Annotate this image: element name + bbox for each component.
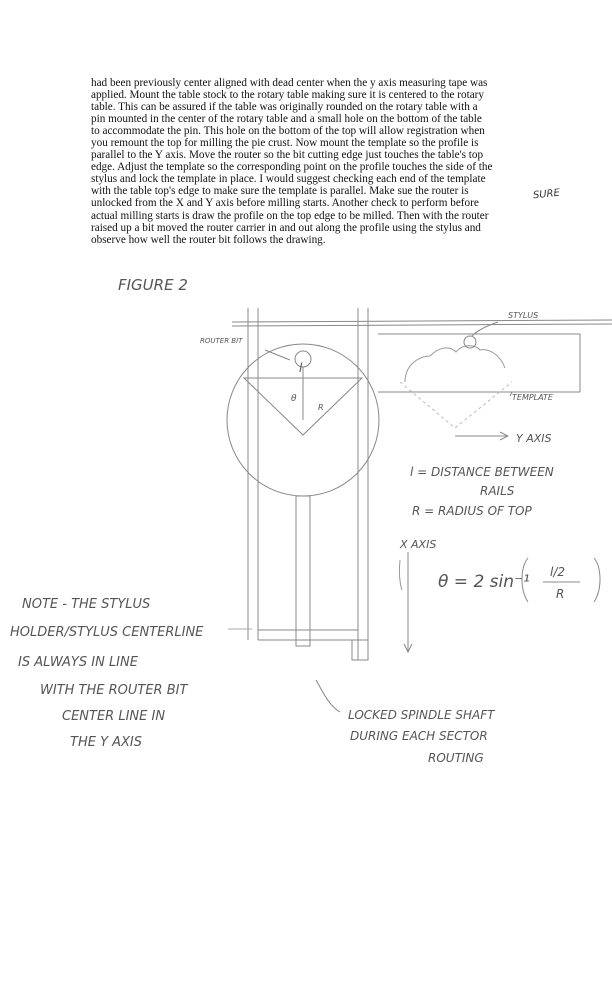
- figure-title: FIGURE 2: [118, 276, 188, 294]
- formula-numerator: l/2: [550, 565, 566, 579]
- spindle-line: DURING EACH SECTOR: [350, 729, 488, 743]
- note-line: THE Y AXIS: [70, 735, 143, 750]
- paragraph-line: stylus and lock the template in place. I would suggest checking each end of the template: [91, 173, 486, 186]
- formula-lhs: θ = 2 sin⁻¹: [438, 572, 530, 592]
- body-paragraph: [91, 77, 531, 246]
- spindle-shaft: [296, 496, 310, 646]
- paragraph-line: observe how well the router bit follows the drawing.: [91, 233, 326, 246]
- paragraph-line: had been previously center aligned with dead center when the y axis measuring tape was: [91, 77, 488, 89]
- spindle-note: [348, 708, 496, 765]
- router-bit-circle: [295, 351, 311, 367]
- router-bit-leader: [265, 350, 290, 360]
- paragraph-line: parallel to the Y axis. Move the router so the bit cutting edge just touches the table's top: [91, 149, 484, 162]
- paragraph-line: with the table top's edge to make sure the template is parallel. Make sue the router is: [91, 185, 469, 198]
- r-definition: R = RADIUS OF TOP: [412, 504, 532, 518]
- note-text: [10, 597, 204, 750]
- router-bit-label: ROUTER BIT: [200, 337, 243, 345]
- spindle-leader: [316, 680, 340, 712]
- paragraph-line: to accommodate the pin. This hole on the bottom of the top will allow registration when: [91, 125, 485, 138]
- base-block: [352, 640, 368, 660]
- stylus-label: STYLUS: [508, 311, 539, 320]
- paragraph-line: unlocked from the X and Y axis before milling starts. Another check to perform before: [91, 197, 479, 210]
- note-line: HOLDER/STYLUS CENTERLINE: [10, 625, 204, 640]
- spindle-line: ROUTING: [428, 751, 484, 765]
- figure-2-diagram: [0, 260, 612, 780]
- note-line: WITH THE ROUTER BIT: [40, 683, 188, 698]
- template-profile: [405, 346, 505, 382]
- formula-denominator: R: [556, 587, 565, 601]
- l-definition-2: RAILS: [480, 484, 515, 498]
- y-axis-label: Y AXIS: [516, 432, 552, 445]
- top-rail-line-inner: [232, 324, 612, 326]
- spindle-line: LOCKED SPINDLE SHAFT: [348, 708, 495, 722]
- sure-correction-annotation: SURE: [532, 187, 561, 202]
- note-line: CENTER LINE IN: [62, 709, 166, 724]
- r-symbol: R: [318, 403, 324, 412]
- paragraph-line: applied. Mount the table stock to the rotary table making sure it is centered to the rotary: [91, 89, 484, 102]
- paragraph-line: you remount the top for milling the pie crust. Now mount the template so the profile is: [91, 137, 479, 150]
- theta-symbol: θ: [291, 394, 297, 404]
- paragraph-line: pin mounted in the center of the rotary table and a small hole on the bottom of the table: [91, 113, 482, 126]
- paragraph-line: table. This can be assured if the table was originally rounded on the rotary table with a: [91, 101, 478, 114]
- l-definition-1: l = DISTANCE BETWEEN: [410, 465, 554, 479]
- paragraph-line: actual milling starts is draw the profile on the top edge to be milled. Then with the router: [91, 209, 489, 222]
- note-line: NOTE - THE STYLUS: [22, 597, 151, 612]
- top-rail-line: [232, 320, 612, 322]
- l-symbol: l: [299, 361, 303, 375]
- template-sector: [400, 382, 512, 428]
- paragraph-line: edge. Adjust the template so the corresponding point on the profile touches the side of the: [91, 161, 493, 174]
- x-axis-label: X AXIS: [400, 538, 437, 551]
- paragraph-line: raised up a bit moved the router carrier in and out along the profile using the stylus and: [91, 221, 481, 234]
- note-line: IS ALWAYS IN LINE: [18, 655, 138, 670]
- template-label: TEMPLATE: [512, 393, 553, 402]
